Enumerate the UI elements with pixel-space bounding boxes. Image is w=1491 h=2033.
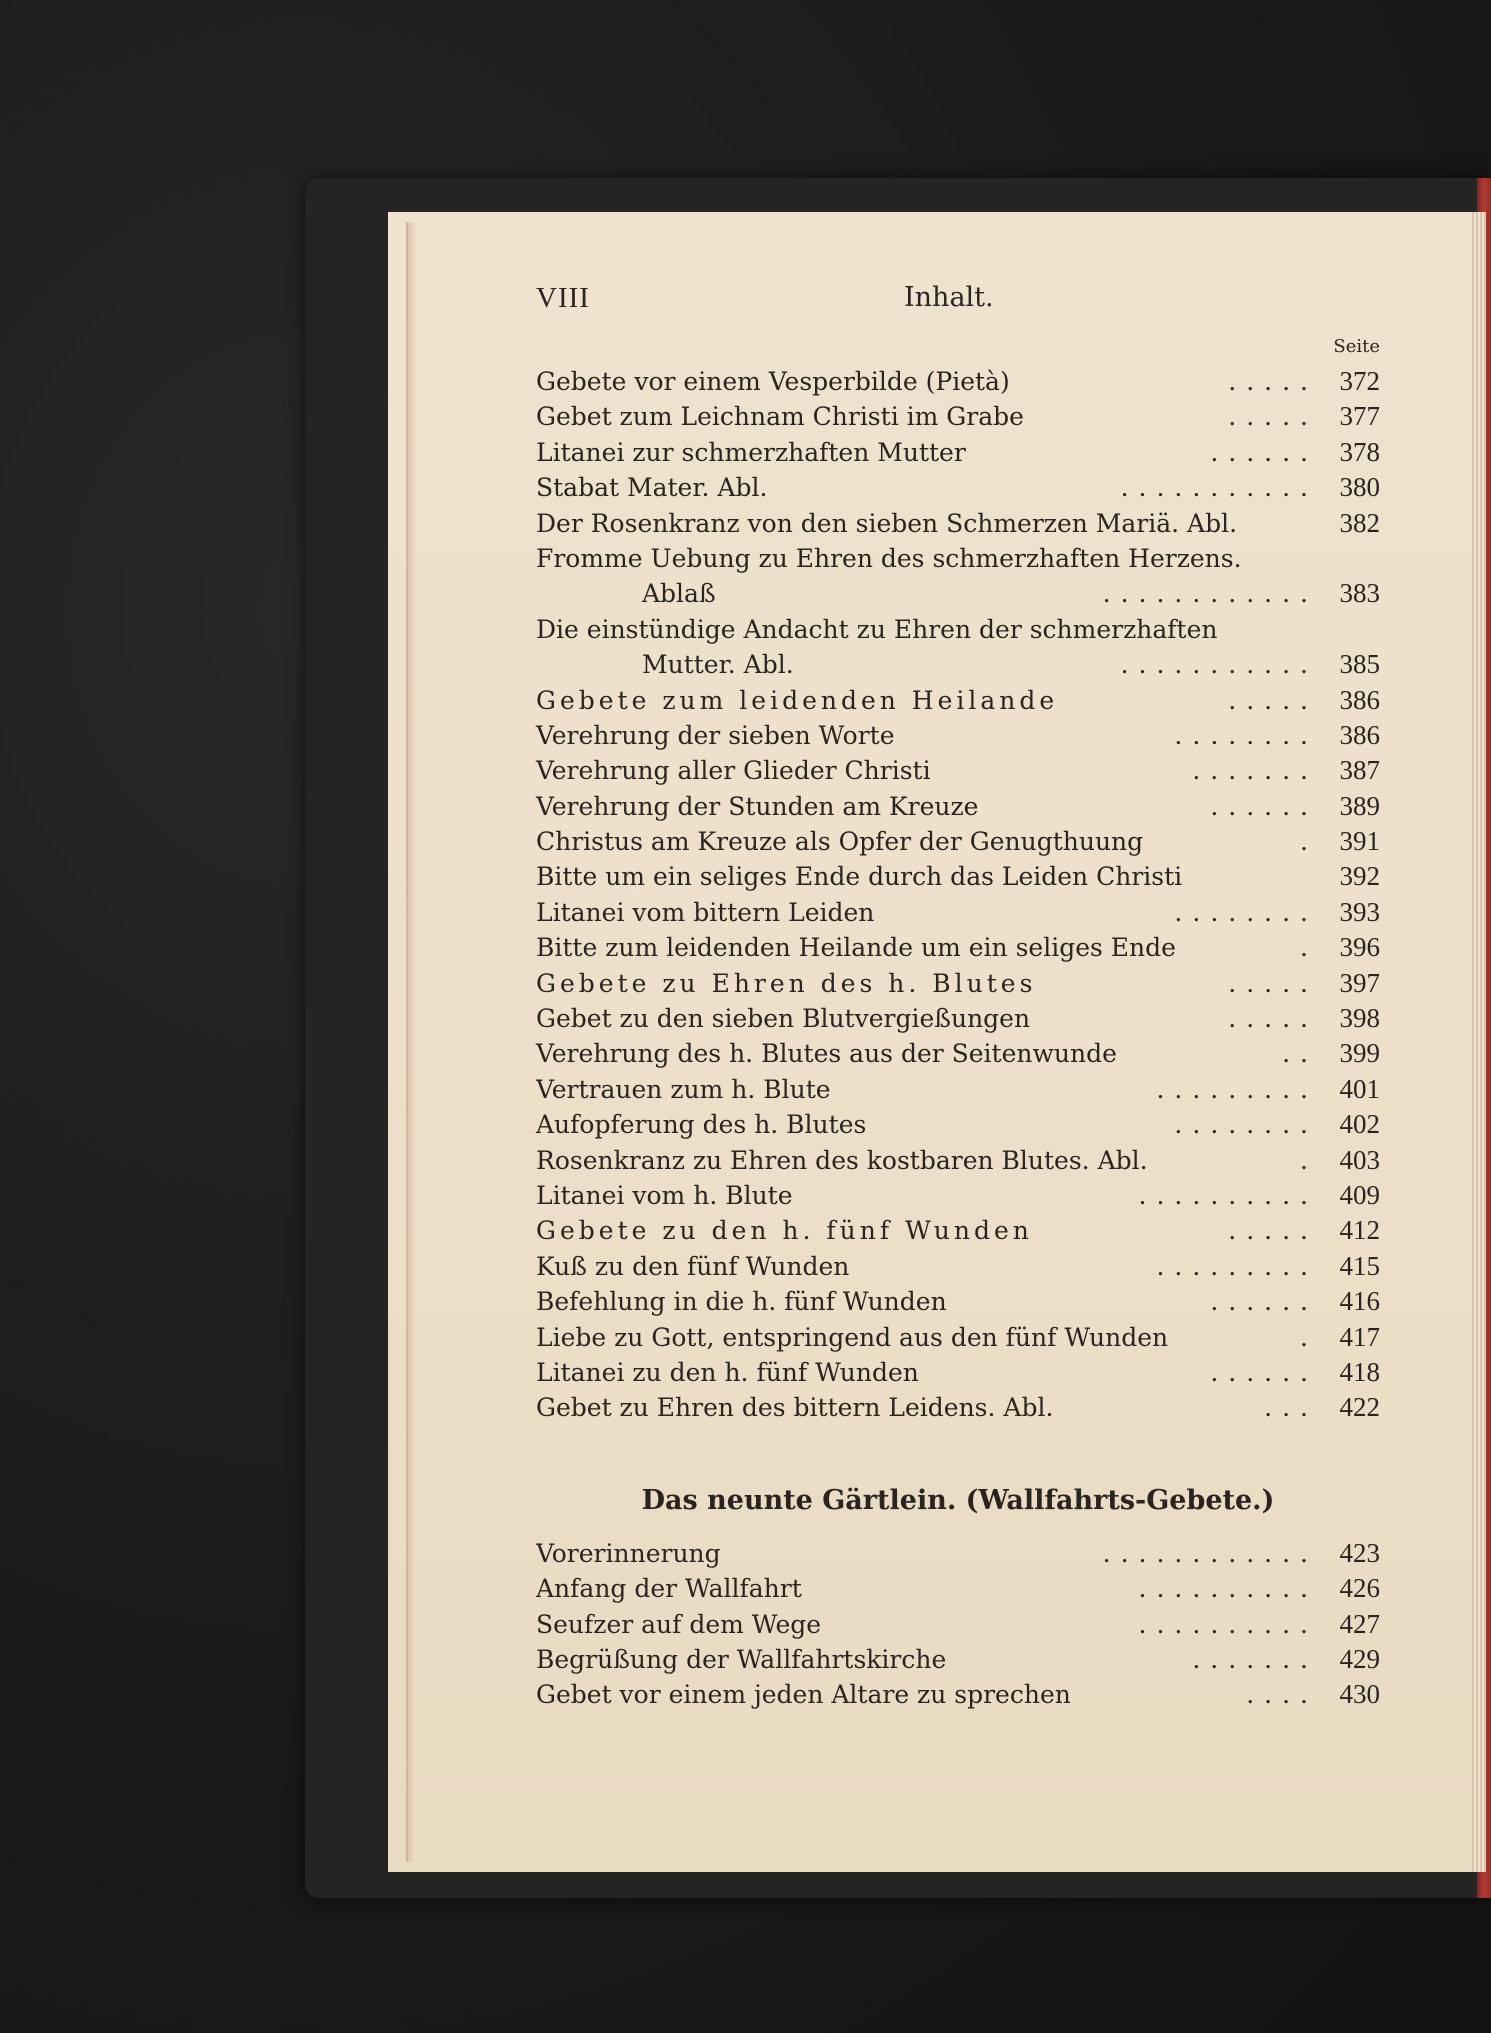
toc-entry-leader: ........ bbox=[1174, 1110, 1318, 1140]
toc-entry bbox=[536, 1178, 1380, 1213]
toc-entry-page: 397 bbox=[1339, 967, 1380, 998]
toc-entries bbox=[536, 364, 1380, 1426]
toc-entry bbox=[536, 470, 1380, 505]
toc-entry-title: Kuß zu den fünf Wunden bbox=[536, 1251, 850, 1281]
toc-entry-title: Verehrung aller Glieder Christi bbox=[536, 756, 931, 786]
toc-entry-leader: ............ bbox=[1102, 579, 1318, 609]
toc-entry-title: Litanei vom bittern Leiden bbox=[536, 897, 875, 927]
toc-entry bbox=[536, 1642, 1380, 1677]
toc-entry-title: Stabat Mater. Abl. bbox=[536, 473, 768, 503]
toc-entry-title: Litanei zu den h. fünf Wunden bbox=[536, 1357, 919, 1387]
toc-entry-title: Rosenkranz zu Ehren des kostbaren Blutes. Abl. bbox=[536, 1145, 1148, 1175]
toc-entry-title: Ablaß bbox=[642, 579, 716, 609]
toc-entry-page: 385 bbox=[1339, 649, 1380, 680]
toc-entry-page: 427 bbox=[1339, 1608, 1380, 1639]
toc-entry bbox=[536, 753, 1380, 788]
toc-entry-title: Vertrauen zum h. Blute bbox=[536, 1074, 831, 1104]
toc-entry-page: 386 bbox=[1339, 684, 1380, 715]
page-header bbox=[536, 282, 1380, 332]
toc-entry-title: Litanei zur schmerzhaften Mutter bbox=[536, 437, 966, 467]
toc-entry bbox=[536, 1107, 1380, 1142]
toc-entry-page: 391 bbox=[1339, 826, 1380, 857]
toc-entry bbox=[536, 789, 1380, 824]
toc-entry-title: Litanei vom h. Blute bbox=[536, 1180, 793, 1210]
toc-entry bbox=[536, 683, 1380, 718]
toc-entry bbox=[536, 718, 1380, 753]
toc-entry-leader: .... bbox=[1246, 1680, 1318, 1710]
toc-entry-page: 380 bbox=[1339, 472, 1380, 503]
toc-entry bbox=[536, 859, 1380, 894]
toc-entry-title: Gebet zu den sieben Blutvergießungen bbox=[536, 1004, 1031, 1034]
toc-entry-page: 426 bbox=[1339, 1573, 1380, 1604]
toc-entry-title: Liebe zu Gott, entspringend aus den fünf Wunden bbox=[536, 1322, 1169, 1352]
toc-entry bbox=[536, 1571, 1380, 1606]
toc-entry-title: Aufopferung des h. Blutes bbox=[536, 1110, 867, 1140]
toc-entry-page: 392 bbox=[1339, 861, 1380, 892]
section-title: Das neunte Gärtlein. (Wallfahrts-Gebete.) bbox=[641, 1484, 1275, 1516]
book-page bbox=[388, 212, 1486, 1872]
toc-entry-page: 398 bbox=[1339, 1003, 1380, 1034]
toc-entry-page: 382 bbox=[1339, 507, 1380, 538]
toc-entry-page: 423 bbox=[1339, 1537, 1380, 1568]
toc-entry bbox=[536, 541, 1380, 576]
toc-entry-page: 417 bbox=[1339, 1321, 1380, 1352]
toc-entry-page: 415 bbox=[1339, 1250, 1380, 1281]
toc-entry bbox=[536, 364, 1380, 399]
toc-entry-title: Christus am Kreuze als Opfer der Genugthuung bbox=[536, 827, 1144, 857]
toc-entry bbox=[536, 1001, 1380, 1036]
toc-entry-page: 412 bbox=[1339, 1215, 1380, 1246]
toc-entry-leader: ....... bbox=[1192, 756, 1318, 786]
toc-entry-page: 377 bbox=[1339, 401, 1380, 432]
page-edge-stack bbox=[1472, 212, 1486, 1872]
toc-entry bbox=[536, 1072, 1380, 1107]
toc-entry bbox=[536, 1536, 1380, 1571]
toc-entry-page: 401 bbox=[1339, 1073, 1380, 1104]
toc-entry bbox=[536, 1390, 1380, 1425]
toc-entry bbox=[536, 930, 1380, 965]
toc-entry-page: 422 bbox=[1339, 1392, 1380, 1423]
toc-entry-page: 396 bbox=[1339, 932, 1380, 963]
toc-entry-page: 402 bbox=[1339, 1109, 1380, 1140]
toc-entry-page: 409 bbox=[1339, 1179, 1380, 1210]
page-title: Inhalt. bbox=[904, 282, 994, 313]
page-number: VIII bbox=[536, 282, 590, 314]
toc-entry-leader: ..... bbox=[1228, 367, 1318, 396]
toc-entry bbox=[536, 895, 1380, 930]
toc-entry-leader: . bbox=[1300, 827, 1318, 857]
toc-entry bbox=[536, 824, 1380, 859]
toc-entry-leader: . bbox=[1300, 1145, 1318, 1175]
toc-entry bbox=[536, 1249, 1380, 1284]
toc-entry-page: 378 bbox=[1339, 436, 1380, 467]
toc-entry-page: 429 bbox=[1339, 1643, 1380, 1674]
toc-entry-title: Verehrung der sieben Worte bbox=[536, 720, 895, 750]
toc-entry bbox=[536, 576, 1380, 611]
page-gutter bbox=[406, 222, 416, 1862]
column-header: Seite bbox=[1333, 336, 1380, 357]
toc-entry-title: Vorerinnerung bbox=[536, 1538, 721, 1568]
toc-entry-leader: ........ bbox=[1174, 720, 1318, 750]
toc-entry bbox=[536, 1284, 1380, 1319]
toc-entry-leader: ............ bbox=[1102, 1538, 1318, 1568]
toc-entry-page: 403 bbox=[1339, 1144, 1380, 1175]
toc-entry-title: Verehrung des h. Blutes aus der Seitenwunde bbox=[536, 1039, 1117, 1069]
toc-entry-leader: ........... bbox=[1120, 650, 1318, 680]
toc-entry bbox=[536, 1036, 1380, 1071]
toc-entry-leader: .......... bbox=[1138, 1609, 1318, 1639]
toc-entry-leader: ...... bbox=[1210, 1287, 1318, 1317]
toc-entry-leader: ......... bbox=[1156, 1251, 1318, 1281]
toc-entry bbox=[536, 1677, 1380, 1712]
toc-entry-title: Begrüßung der Wallfahrtskirche bbox=[536, 1644, 947, 1674]
toc-entry-title: Gebete zu den h. fünf Wunden bbox=[536, 1216, 1033, 1246]
toc-entry-leader: ........... bbox=[1120, 473, 1318, 503]
toc-entry-title: Gebet zu Ehren des bittern Leidens. Abl. bbox=[536, 1393, 1054, 1423]
toc-entry-leader: ..... bbox=[1228, 1004, 1318, 1034]
toc-entry-leader: ..... bbox=[1228, 1216, 1318, 1246]
toc-entry-leader: ...... bbox=[1210, 437, 1318, 467]
toc-entry-leader: .......... bbox=[1138, 1180, 1318, 1210]
toc-entry bbox=[536, 1143, 1380, 1178]
toc-entry bbox=[536, 1213, 1380, 1248]
toc-entry-leader: . bbox=[1300, 933, 1318, 963]
toc-entry bbox=[536, 435, 1380, 470]
toc-entry-page: 387 bbox=[1339, 755, 1380, 786]
toc-entry-title: Gebete vor einem Vesperbilde (Pietà) bbox=[536, 367, 1010, 396]
toc-entry bbox=[536, 506, 1380, 541]
toc-entry-page: 399 bbox=[1339, 1038, 1380, 1069]
toc-entry bbox=[536, 1320, 1380, 1355]
toc-entry bbox=[536, 966, 1380, 1001]
toc-entry-page: 393 bbox=[1339, 896, 1380, 927]
toc-entry-page: 386 bbox=[1339, 719, 1380, 750]
toc-entry-title: Mutter. Abl. bbox=[642, 650, 794, 680]
toc-entry-title: Gebet vor einem jeden Altare zu sprechen bbox=[536, 1680, 1071, 1710]
toc-entry-leader: .......... bbox=[1138, 1574, 1318, 1604]
toc-entry bbox=[536, 612, 1380, 647]
toc-entry-title: Anfang der Wallfahrt bbox=[536, 1574, 802, 1604]
toc-entry-leader: ... bbox=[1264, 1393, 1318, 1423]
toc-entry-page: 416 bbox=[1339, 1286, 1380, 1317]
toc-entry-title: Bitte um ein seliges Ende durch das Leiden Christi bbox=[536, 862, 1183, 892]
toc-entry-title: Gebete zu Ehren des h. Blutes bbox=[536, 968, 1037, 998]
toc-entry-page: 430 bbox=[1339, 1679, 1380, 1710]
toc-entry-leader: ...... bbox=[1210, 1357, 1318, 1387]
toc-entry-title: Gebete zum leidenden Heilande bbox=[536, 685, 1059, 715]
section-entries bbox=[536, 1536, 1380, 1713]
toc-entry-page: 383 bbox=[1339, 578, 1380, 609]
toc-entry-page: 372 bbox=[1339, 366, 1380, 396]
toc-entry-title: Die einstündige Andacht zu Ehren der schmerzhaften bbox=[536, 614, 1218, 644]
toc-entry-leader: ........ bbox=[1174, 897, 1318, 927]
toc-entry-title: Der Rosenkranz von den sieben Schmerzen Mariä. Abl. bbox=[536, 508, 1238, 538]
toc-entry-page: 418 bbox=[1339, 1356, 1380, 1387]
toc-entry-title: Seufzer auf dem Wege bbox=[536, 1609, 822, 1639]
toc-entry bbox=[536, 1607, 1380, 1642]
toc-content bbox=[536, 282, 1380, 1713]
toc-entry bbox=[536, 1355, 1380, 1390]
toc-entry-title: Befehlung in die h. fünf Wunden bbox=[536, 1287, 947, 1317]
toc-entry-leader: .. bbox=[1282, 1039, 1318, 1069]
toc-entry-page: 389 bbox=[1339, 790, 1380, 821]
toc-entry-leader: ..... bbox=[1228, 968, 1318, 998]
toc-entry bbox=[536, 399, 1380, 434]
toc-entry-title: Gebet zum Leichnam Christi im Grabe bbox=[536, 402, 1024, 432]
toc-entry-leader: . bbox=[1300, 1322, 1318, 1352]
toc-entry-leader: ......... bbox=[1156, 1074, 1318, 1104]
toc-entry-title: Verehrung der Stunden am Kreuze bbox=[536, 791, 979, 821]
toc-entry bbox=[536, 647, 1380, 682]
toc-entry-leader: ....... bbox=[1192, 1644, 1318, 1674]
toc-entry-leader: ..... bbox=[1228, 402, 1318, 432]
toc-entry-title: Fromme Uebung zu Ehren des schmerzhaften Herzens. bbox=[536, 543, 1242, 573]
toc-entry-title: Bitte zum leidenden Heilande um ein seliges Ende bbox=[536, 933, 1176, 963]
toc-entry-leader: ...... bbox=[1210, 791, 1318, 821]
toc-entry-leader: ..... bbox=[1228, 685, 1318, 715]
